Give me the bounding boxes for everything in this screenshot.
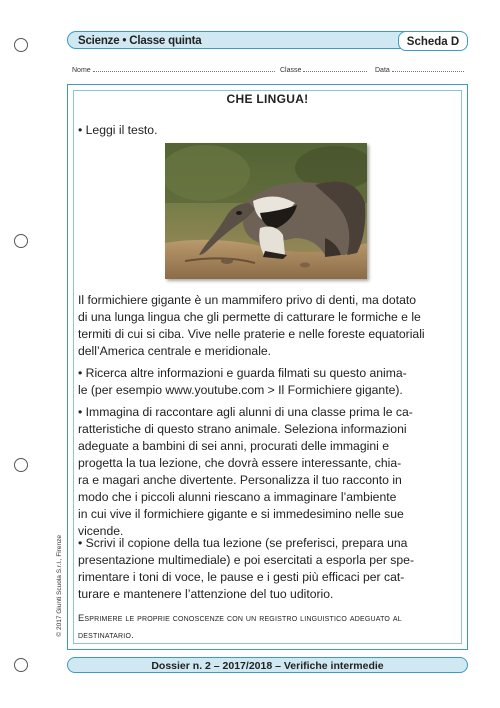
binder-hole-middle-upper (14, 234, 28, 248)
class-field[interactable] (280, 65, 367, 74)
research-bullet-line: • Ricerca altre informazioni e guarda filmati su questo anima- (78, 366, 407, 380)
script-bullet-line: rimentare i toni di voce, le pause e i gesti più efficaci per cat- (78, 570, 405, 584)
name-field[interactable] (72, 65, 275, 74)
binder-hole-top (14, 38, 28, 52)
learning-objective (78, 610, 460, 644)
copyright-notice: © 2017 Giunti Scuola S.r.l., Firenze (56, 535, 63, 637)
imagine-bullet-line: • Immagina di raccontare agli alunni di una classe prima le ca- (78, 405, 413, 419)
sheet-label: Scheda D (406, 36, 460, 48)
paragraph-line: di una lunga lingua che gli permette di catturare le formiche e le (78, 310, 421, 324)
binder-hole-middle-lower (14, 458, 28, 472)
paragraph-line: dell’America centrale e meridionale. (78, 344, 272, 358)
research-bullet-line: le (per esempio www.youtube.com > Il Formichiere gigante). (78, 383, 403, 397)
imagine-bullet-line: in cui vive il formichiere gigante e si immedesimino nelle sue (78, 507, 404, 521)
binder-hole-bottom (14, 658, 28, 672)
name-label: Nome (72, 67, 91, 74)
imagine-bullet-line: progetta la tua lezione, che dovrà essere interessante, chia- (78, 456, 402, 470)
date-field[interactable] (375, 65, 464, 74)
subject-label: Scienze • Classe quinta (78, 35, 202, 47)
paragraph-line: termiti di cui si ciba. Vive nelle praterie e nelle foreste equatoriali (78, 327, 425, 341)
imagine-bullet-line: ra e magari anche divertente. Personalizza il tuo racconto in (78, 473, 402, 487)
anteater-illustration (165, 143, 367, 279)
imagine-bullet-line: modo che i piccoli alunni riescano a immaginare l’ambiente (78, 490, 397, 504)
imagine-bullet-line: vicende. (78, 524, 124, 538)
script-bullet-line: • Scrivi il copione della tua lezione (se preferisci, prepara una (78, 536, 408, 550)
sheet-badge (398, 31, 468, 51)
script-bullet-line: turare e mantenere l’attenzione del tuo uditorio. (78, 587, 334, 601)
imagine-bullet-line: adeguate a bambini di sei anni, procurati delle immagini e (78, 439, 389, 453)
script-bullet-line: presentazione multimediale) e poi esercitati a esporla per spe- (78, 553, 415, 567)
name-line (93, 65, 275, 72)
class-line (303, 65, 367, 72)
date-line (392, 65, 464, 72)
class-label: Classe (280, 67, 302, 74)
worksheet-title: CHE LINGUA! (226, 92, 309, 106)
date-label: Data (375, 67, 390, 74)
paragraph-line: Il formichiere gigante è un mammifero privo di denti, ma dotato (78, 293, 417, 307)
instruction-read: • Leggi il testo. (78, 123, 158, 137)
anteater-photo (165, 143, 367, 279)
objective-line: destinatario. (78, 630, 134, 640)
footer-bar (67, 657, 468, 673)
footer-label: Dossier n. 2 – 2017/2018 – Verifiche intermedie (151, 660, 384, 672)
imagine-bullet-line: ratteristiche di questo strano animale. Seleziona informazioni (78, 422, 407, 436)
objective-line: Esprimere le proprie conoscenze con un registro linguistico adeguato al (78, 613, 402, 623)
